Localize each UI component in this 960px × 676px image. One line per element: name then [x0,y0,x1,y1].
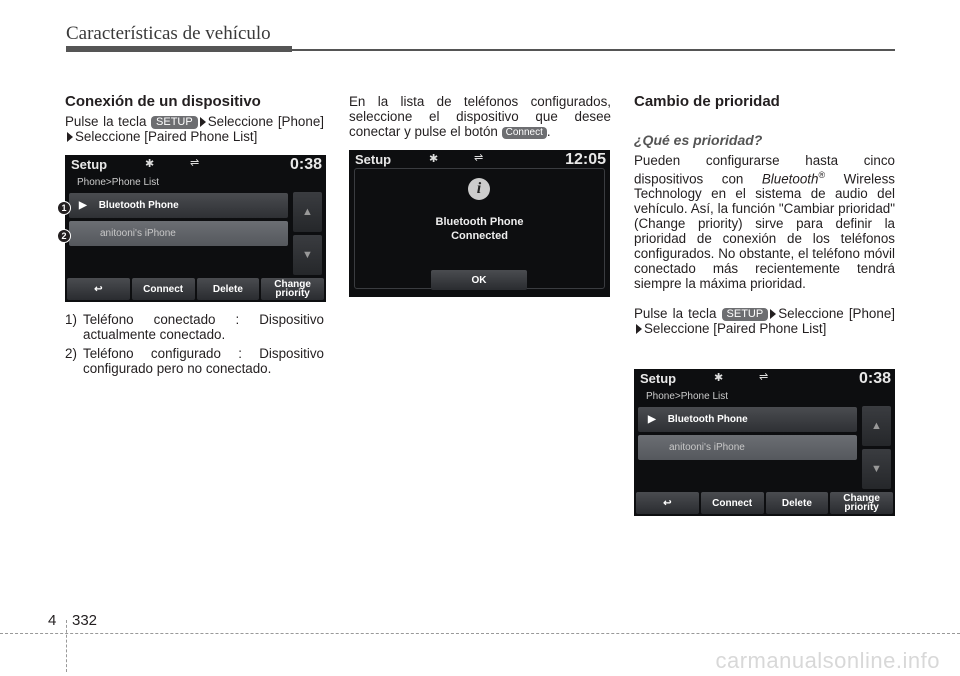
arrow-right-icon [200,117,206,127]
list-item-label: anitooni's iPhone [669,442,745,453]
instruction-paragraph [634,306,895,336]
text: Pulse la tecla [65,114,147,129]
list-text: Teléfono conectado : Dispositivo actualmente conectado. [83,312,324,342]
back-icon[interactable]: ↩ [636,492,699,514]
connect-button[interactable]: Connect [701,492,764,514]
callout-2: 2 [57,229,71,243]
button-bar [636,492,893,514]
watermark: carmanualsonline.info [715,648,940,673]
arrow-right-icon [770,309,776,319]
message-line: Bluetooth Phone [435,216,524,228]
page-header-title: Características de vehículo [66,23,271,44]
button-bar [67,278,324,300]
connect-button[interactable]: Connect [132,278,195,300]
callout-1: 1 [57,201,71,215]
list-item-label: Bluetooth Phone [667,414,748,425]
text: Seleccione [Paired Phone List] [644,321,827,337]
text: [Phone] [848,306,895,322]
description-paragraph [634,153,895,291]
footer-divider [66,620,67,672]
text: Wireless Technology en el sistema de audio del vehículo. Así, la función "Cambiar prioridad" (Change priority) sirve para definir la prioridad de conexión de los teléfonos configurados. No obstante, el teléfono móvil conectado más recientemente tendrá siempre la máxima prioridad. [634,171,895,292]
arrow-right-icon [636,324,642,334]
delete-button[interactable]: Delete [766,492,829,514]
phone-list-screen-2 [634,369,895,516]
text: . [546,124,551,139]
ok-button[interactable]: OK [431,270,527,290]
column-2 [349,94,611,139]
play-icon: ▶ [648,414,656,425]
column-3 [634,94,895,336]
play-icon: ▶ [79,200,87,211]
up-arrow-icon[interactable]: ▲ [862,406,891,446]
usb-icon: ⇌ [474,152,484,164]
clock: 0:38 [289,156,322,173]
chapter-number: 4 [48,612,57,629]
info-icon: i [468,178,490,200]
list-item [65,312,324,342]
header-bar [66,46,292,52]
list-item [65,346,324,376]
list-item-bluetooth-phone[interactable] [638,407,857,432]
change-priority-button[interactable]: Change priority [830,492,893,514]
bluetooth-icon: ✱ [714,372,724,384]
list-item-label: Bluetooth Phone [98,200,179,211]
breadcrumb: Phone>Phone List [646,391,729,402]
list-number: 2) [65,346,77,361]
breadcrumb: Phone>Phone List [77,177,160,188]
bluetooth-icon: ✱ [145,158,155,170]
instruction-paragraph [349,94,611,139]
list-item-iphone[interactable] [69,221,288,246]
column-1 [65,94,324,144]
list-number: 1) [65,312,77,327]
back-icon[interactable]: ↩ [67,278,130,300]
down-arrow-icon[interactable]: ▼ [293,235,322,275]
page-number: 332 [72,612,98,629]
list-item-label: anitooni's iPhone [100,228,176,239]
instruction-paragraph [65,114,324,144]
text: [Phone] [277,114,324,129]
setup-key: SETUP [151,116,198,129]
connected-screen [349,150,610,297]
clock: 0:38 [858,370,891,387]
setup-key: SETUP [722,308,769,321]
screen-title: Setup [71,157,108,172]
usb-icon: ⇌ [759,371,769,383]
list-item-iphone[interactable] [638,435,857,460]
screen-title: Setup [355,152,392,167]
section-heading: Conexión de un dispositivo [65,93,261,110]
text: Seleccione [207,114,274,129]
clock: 12:05 [565,151,606,168]
registered-mark: ® [818,170,826,180]
text: Seleccione [Paired Phone List] [75,129,258,144]
text: Seleccione [778,306,844,322]
list-item-bluetooth-phone[interactable] [69,193,288,218]
footer-rule [0,633,960,634]
bluetooth-icon: ✱ [429,153,439,165]
screen-title: Setup [640,371,677,386]
brand-text: Bluetooth [761,171,819,187]
text: Pueden configurarse hasta cinco dispositivos con [634,153,895,187]
usb-icon: ⇌ [190,157,200,169]
delete-button[interactable]: Delete [197,278,260,300]
text: En la lista de teléfonos configurados, seleccione el dispositivo que desee conectar y pulse el botón [349,94,611,139]
phone-list-screen [65,155,326,302]
list-text: Teléfono configurado : Dispositivo configurado pero no conectado. [83,346,324,376]
dialog-message [349,215,610,243]
section-heading: Cambio de prioridad [634,93,780,110]
connect-key: Connect [502,127,547,139]
message-line: Connected [451,230,508,242]
change-priority-button[interactable]: Change priority [261,278,324,300]
text: Pulse la tecla [634,306,717,322]
arrow-right-icon [67,132,73,142]
down-arrow-icon[interactable]: ▼ [862,449,891,489]
subheading: ¿Qué es prioridad? [634,132,763,148]
numbered-list [65,312,324,376]
up-arrow-icon[interactable]: ▲ [293,192,322,232]
